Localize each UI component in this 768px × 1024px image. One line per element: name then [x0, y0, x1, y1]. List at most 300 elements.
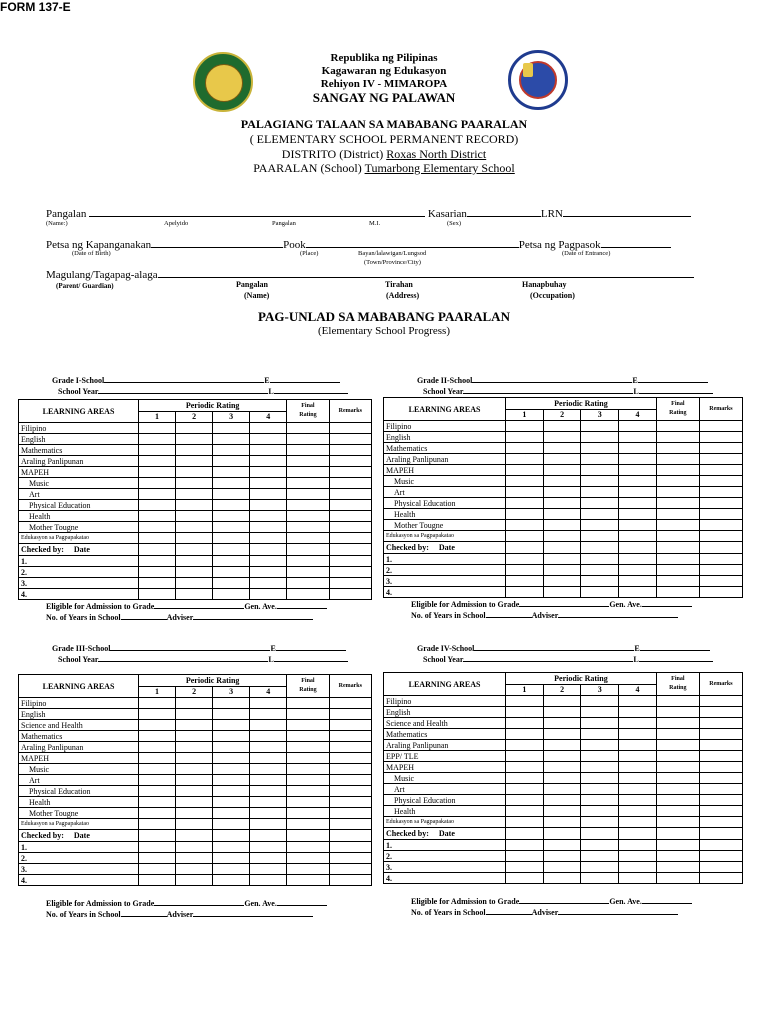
remarks-cell[interactable] — [329, 819, 371, 830]
signature-cell[interactable] — [139, 567, 176, 578]
school-field[interactable] — [472, 375, 632, 383]
final-rating-cell[interactable] — [287, 489, 329, 500]
e-field[interactable] — [638, 375, 708, 383]
remarks-cell[interactable] — [329, 489, 371, 500]
rating-cell[interactable] — [213, 522, 250, 533]
final-rating-cell[interactable] — [656, 718, 699, 729]
final-rating-cell[interactable] — [287, 445, 329, 456]
eligible-grade-field[interactable] — [519, 896, 609, 904]
rating-cell[interactable] — [581, 509, 619, 520]
final-rating-cell[interactable] — [287, 709, 329, 720]
rating-cell[interactable] — [213, 533, 250, 544]
rating-cell[interactable] — [139, 456, 176, 467]
rating-cell[interactable] — [581, 520, 619, 531]
rating-cell[interactable] — [581, 718, 619, 729]
rating-cell[interactable] — [213, 764, 250, 775]
rating-cell[interactable] — [250, 731, 287, 742]
signature-cell[interactable] — [506, 587, 544, 598]
rating-cell[interactable] — [619, 443, 657, 454]
remarks-cell[interactable] — [699, 729, 742, 740]
signature-cell[interactable] — [506, 576, 544, 587]
rating-cell[interactable] — [250, 456, 287, 467]
eligible-grade-field[interactable] — [154, 898, 244, 906]
remarks-cell[interactable] — [329, 522, 371, 533]
rating-cell[interactable] — [176, 478, 213, 489]
final-rating-cell[interactable] — [656, 817, 699, 828]
rating-cell[interactable] — [543, 531, 581, 542]
years-field[interactable] — [121, 612, 167, 620]
rating-cell[interactable] — [506, 509, 544, 520]
rating-cell[interactable] — [581, 487, 619, 498]
signature-cell[interactable] — [139, 556, 176, 567]
rating-cell[interactable] — [506, 762, 544, 773]
rating-cell[interactable] — [506, 795, 544, 806]
remarks-cell[interactable] — [699, 421, 742, 432]
rating-cell[interactable] — [506, 443, 544, 454]
final-rating-cell[interactable] — [656, 729, 699, 740]
years-field[interactable] — [486, 610, 532, 618]
rating-cell[interactable] — [543, 487, 581, 498]
rating-cell[interactable] — [619, 465, 657, 476]
remarks-cell[interactable] — [329, 478, 371, 489]
final-rating-cell[interactable] — [656, 487, 699, 498]
rating-cell[interactable] — [506, 707, 544, 718]
l-field[interactable] — [639, 654, 713, 662]
rating-cell[interactable] — [139, 731, 176, 742]
rating-cell[interactable] — [506, 454, 544, 465]
rating-cell[interactable] — [543, 520, 581, 531]
final-rating-cell[interactable] — [287, 511, 329, 522]
eligible-grade-field[interactable] — [154, 601, 244, 609]
rating-cell[interactable] — [250, 478, 287, 489]
rating-cell[interactable] — [543, 465, 581, 476]
remarks-cell[interactable] — [329, 808, 371, 819]
remarks-cell[interactable] — [329, 698, 371, 709]
final-rating-cell[interactable] — [656, 751, 699, 762]
signature-cell[interactable] — [506, 873, 544, 884]
rating-cell[interactable] — [543, 784, 581, 795]
signature-cell[interactable] — [506, 862, 544, 873]
rating-cell[interactable] — [139, 467, 176, 478]
remarks-cell[interactable] — [699, 817, 742, 828]
e-field[interactable] — [276, 643, 346, 651]
remarks-cell[interactable] — [699, 498, 742, 509]
remarks-cell[interactable] — [699, 454, 742, 465]
rating-cell[interactable] — [506, 531, 544, 542]
rating-cell[interactable] — [581, 531, 619, 542]
rating-cell[interactable] — [139, 764, 176, 775]
final-rating-cell[interactable] — [287, 753, 329, 764]
e-field[interactable] — [270, 375, 340, 383]
remarks-cell[interactable] — [699, 795, 742, 806]
rating-cell[interactable] — [619, 817, 657, 828]
rating-cell[interactable] — [581, 817, 619, 828]
rating-cell[interactable] — [213, 731, 250, 742]
rating-cell[interactable] — [506, 520, 544, 531]
rating-cell[interactable] — [250, 775, 287, 786]
rating-cell[interactable] — [619, 454, 657, 465]
rating-cell[interactable] — [176, 423, 213, 434]
rating-cell[interactable] — [581, 729, 619, 740]
final-rating-cell[interactable] — [287, 423, 329, 434]
rating-cell[interactable] — [139, 786, 176, 797]
remarks-cell[interactable] — [699, 520, 742, 531]
remarks-cell[interactable] — [329, 742, 371, 753]
remarks-cell[interactable] — [329, 720, 371, 731]
remarks-cell[interactable] — [699, 773, 742, 784]
final-rating-cell[interactable] — [656, 784, 699, 795]
rating-cell[interactable] — [581, 795, 619, 806]
rating-cell[interactable] — [250, 423, 287, 434]
final-rating-cell[interactable] — [287, 786, 329, 797]
remarks-cell[interactable] — [329, 709, 371, 720]
rating-cell[interactable] — [619, 707, 657, 718]
signature-cell[interactable] — [506, 851, 544, 862]
rating-cell[interactable] — [139, 742, 176, 753]
remarks-cell[interactable] — [699, 487, 742, 498]
years-field[interactable] — [121, 909, 167, 917]
rating-cell[interactable] — [506, 476, 544, 487]
remarks-cell[interactable] — [329, 786, 371, 797]
rating-cell[interactable] — [506, 498, 544, 509]
final-rating-cell[interactable] — [656, 443, 699, 454]
rating-cell[interactable] — [543, 806, 581, 817]
final-rating-cell[interactable] — [656, 696, 699, 707]
rating-cell[interactable] — [581, 751, 619, 762]
rating-cell[interactable] — [139, 511, 176, 522]
remarks-cell[interactable] — [329, 434, 371, 445]
rating-cell[interactable] — [213, 698, 250, 709]
final-rating-cell[interactable] — [287, 500, 329, 511]
rating-cell[interactable] — [213, 797, 250, 808]
rating-cell[interactable] — [250, 500, 287, 511]
rating-cell[interactable] — [506, 718, 544, 729]
rating-cell[interactable] — [213, 511, 250, 522]
rating-cell[interactable] — [139, 753, 176, 764]
rating-cell[interactable] — [506, 751, 544, 762]
remarks-cell[interactable] — [329, 533, 371, 544]
rating-cell[interactable] — [506, 806, 544, 817]
rating-cell[interactable] — [581, 740, 619, 751]
final-rating-cell[interactable] — [656, 432, 699, 443]
rating-cell[interactable] — [213, 445, 250, 456]
final-rating-cell[interactable] — [287, 720, 329, 731]
remarks-cell[interactable] — [329, 511, 371, 522]
remarks-cell[interactable] — [329, 797, 371, 808]
rating-cell[interactable] — [213, 742, 250, 753]
rating-cell[interactable] — [581, 784, 619, 795]
rating-cell[interactable] — [581, 421, 619, 432]
final-rating-cell[interactable] — [287, 731, 329, 742]
rating-cell[interactable] — [543, 773, 581, 784]
rating-cell[interactable] — [581, 454, 619, 465]
final-rating-cell[interactable] — [287, 478, 329, 489]
rating-cell[interactable] — [543, 751, 581, 762]
rating-cell[interactable] — [139, 522, 176, 533]
final-rating-cell[interactable] — [656, 531, 699, 542]
rating-cell[interactable] — [176, 511, 213, 522]
rating-cell[interactable] — [213, 753, 250, 764]
rating-cell[interactable] — [506, 696, 544, 707]
rating-cell[interactable] — [139, 533, 176, 544]
rating-cell[interactable] — [619, 806, 657, 817]
rating-cell[interactable] — [506, 773, 544, 784]
rating-cell[interactable] — [250, 720, 287, 731]
signature-cell[interactable] — [139, 853, 176, 864]
rating-cell[interactable] — [176, 775, 213, 786]
l-field[interactable] — [274, 654, 348, 662]
final-rating-cell[interactable] — [656, 509, 699, 520]
rating-cell[interactable] — [543, 729, 581, 740]
rating-cell[interactable] — [506, 465, 544, 476]
l-field[interactable] — [274, 386, 348, 394]
remarks-cell[interactable] — [699, 707, 742, 718]
final-rating-cell[interactable] — [287, 533, 329, 544]
adviser-field[interactable] — [558, 610, 678, 618]
rating-cell[interactable] — [619, 520, 657, 531]
rating-cell[interactable] — [139, 819, 176, 830]
rating-cell[interactable] — [250, 808, 287, 819]
rating-cell[interactable] — [213, 775, 250, 786]
rating-cell[interactable] — [250, 489, 287, 500]
rating-cell[interactable] — [543, 817, 581, 828]
rating-cell[interactable] — [543, 762, 581, 773]
remarks-cell[interactable] — [699, 806, 742, 817]
lrn-field[interactable] — [563, 206, 691, 217]
remarks-cell[interactable] — [699, 718, 742, 729]
rating-cell[interactable] — [176, 720, 213, 731]
rating-cell[interactable] — [619, 421, 657, 432]
rating-cell[interactable] — [250, 434, 287, 445]
final-rating-cell[interactable] — [287, 467, 329, 478]
rating-cell[interactable] — [176, 445, 213, 456]
final-rating-cell[interactable] — [287, 797, 329, 808]
rating-cell[interactable] — [250, 742, 287, 753]
rating-cell[interactable] — [176, 467, 213, 478]
final-rating-cell[interactable] — [656, 762, 699, 773]
rating-cell[interactable] — [139, 500, 176, 511]
e-field[interactable] — [640, 643, 710, 651]
rating-cell[interactable] — [176, 489, 213, 500]
remarks-cell[interactable] — [699, 465, 742, 476]
rating-cell[interactable] — [176, 731, 213, 742]
rating-cell[interactable] — [543, 707, 581, 718]
rating-cell[interactable] — [213, 478, 250, 489]
remarks-cell[interactable] — [699, 762, 742, 773]
rating-cell[interactable] — [543, 476, 581, 487]
remarks-cell[interactable] — [699, 443, 742, 454]
rating-cell[interactable] — [543, 696, 581, 707]
rating-cell[interactable] — [250, 786, 287, 797]
rating-cell[interactable] — [176, 819, 213, 830]
birthdate-field[interactable] — [151, 237, 283, 248]
rating-cell[interactable] — [506, 421, 544, 432]
remarks-cell[interactable] — [329, 753, 371, 764]
remarks-cell[interactable] — [329, 764, 371, 775]
final-rating-cell[interactable] — [656, 498, 699, 509]
final-rating-cell[interactable] — [656, 806, 699, 817]
final-rating-cell[interactable] — [287, 456, 329, 467]
school-year-field[interactable] — [463, 654, 633, 662]
rating-cell[interactable] — [176, 456, 213, 467]
rating-cell[interactable] — [213, 786, 250, 797]
final-rating-cell[interactable] — [287, 434, 329, 445]
rating-cell[interactable] — [543, 740, 581, 751]
school-year-field[interactable] — [98, 654, 268, 662]
rating-cell[interactable] — [139, 808, 176, 819]
rating-cell[interactable] — [139, 698, 176, 709]
rating-cell[interactable] — [506, 432, 544, 443]
remarks-cell[interactable] — [699, 696, 742, 707]
rating-cell[interactable] — [619, 773, 657, 784]
final-rating-cell[interactable] — [287, 698, 329, 709]
gen-ave-field[interactable] — [642, 599, 692, 607]
rating-cell[interactable] — [619, 751, 657, 762]
rating-cell[interactable] — [139, 489, 176, 500]
rating-cell[interactable] — [619, 740, 657, 751]
rating-cell[interactable] — [176, 808, 213, 819]
school-field[interactable] — [474, 643, 634, 651]
final-rating-cell[interactable] — [287, 522, 329, 533]
rating-cell[interactable] — [139, 775, 176, 786]
remarks-cell[interactable] — [329, 423, 371, 434]
rating-cell[interactable] — [213, 808, 250, 819]
rating-cell[interactable] — [213, 456, 250, 467]
rating-cell[interactable] — [176, 533, 213, 544]
final-rating-cell[interactable] — [656, 454, 699, 465]
rating-cell[interactable] — [176, 786, 213, 797]
gen-ave-field[interactable] — [642, 896, 692, 904]
final-rating-cell[interactable] — [656, 421, 699, 432]
rating-cell[interactable] — [619, 476, 657, 487]
sex-field[interactable] — [467, 206, 541, 217]
rating-cell[interactable] — [176, 434, 213, 445]
rating-cell[interactable] — [176, 797, 213, 808]
rating-cell[interactable] — [581, 707, 619, 718]
rating-cell[interactable] — [250, 753, 287, 764]
entrance-field[interactable] — [601, 237, 671, 248]
gen-ave-field[interactable] — [277, 898, 327, 906]
rating-cell[interactable] — [250, 709, 287, 720]
remarks-cell[interactable] — [699, 740, 742, 751]
rating-cell[interactable] — [619, 795, 657, 806]
l-field[interactable] — [639, 386, 713, 394]
rating-cell[interactable] — [506, 729, 544, 740]
final-rating-cell[interactable] — [287, 819, 329, 830]
rating-cell[interactable] — [581, 696, 619, 707]
rating-cell[interactable] — [213, 489, 250, 500]
rating-cell[interactable] — [619, 718, 657, 729]
remarks-cell[interactable] — [699, 509, 742, 520]
remarks-cell[interactable] — [329, 500, 371, 511]
rating-cell[interactable] — [250, 797, 287, 808]
remarks-cell[interactable] — [329, 445, 371, 456]
remarks-cell[interactable] — [329, 731, 371, 742]
final-rating-cell[interactable] — [656, 773, 699, 784]
rating-cell[interactable] — [176, 709, 213, 720]
school-field[interactable] — [104, 375, 264, 383]
rating-cell[interactable] — [213, 467, 250, 478]
final-rating-cell[interactable] — [287, 775, 329, 786]
school-field[interactable] — [110, 643, 270, 651]
rating-cell[interactable] — [543, 498, 581, 509]
adviser-field[interactable] — [193, 612, 313, 620]
rating-cell[interactable] — [543, 421, 581, 432]
rating-cell[interactable] — [543, 509, 581, 520]
rating-cell[interactable] — [213, 423, 250, 434]
final-rating-cell[interactable] — [656, 520, 699, 531]
signature-cell[interactable] — [139, 578, 176, 589]
place-field[interactable] — [306, 237, 519, 248]
remarks-cell[interactable] — [699, 476, 742, 487]
rating-cell[interactable] — [139, 720, 176, 731]
signature-cell[interactable] — [506, 554, 544, 565]
rating-cell[interactable] — [250, 511, 287, 522]
remarks-cell[interactable] — [699, 784, 742, 795]
final-rating-cell[interactable] — [656, 740, 699, 751]
rating-cell[interactable] — [506, 817, 544, 828]
remarks-cell[interactable] — [699, 432, 742, 443]
rating-cell[interactable] — [250, 764, 287, 775]
rating-cell[interactable] — [139, 797, 176, 808]
remarks-cell[interactable] — [329, 456, 371, 467]
rating-cell[interactable] — [176, 522, 213, 533]
rating-cell[interactable] — [619, 498, 657, 509]
rating-cell[interactable] — [506, 487, 544, 498]
rating-cell[interactable] — [176, 742, 213, 753]
rating-cell[interactable] — [139, 423, 176, 434]
rating-cell[interactable] — [213, 819, 250, 830]
guardian-field[interactable] — [158, 267, 694, 278]
rating-cell[interactable] — [506, 784, 544, 795]
rating-cell[interactable] — [581, 465, 619, 476]
rating-cell[interactable] — [581, 806, 619, 817]
rating-cell[interactable] — [250, 445, 287, 456]
years-field[interactable] — [486, 907, 532, 915]
rating-cell[interactable] — [250, 819, 287, 830]
rating-cell[interactable] — [213, 709, 250, 720]
remarks-cell[interactable] — [329, 467, 371, 478]
rating-cell[interactable] — [581, 443, 619, 454]
eligible-grade-field[interactable] — [519, 599, 609, 607]
signature-cell[interactable] — [506, 840, 544, 851]
rating-cell[interactable] — [543, 795, 581, 806]
rating-cell[interactable] — [581, 476, 619, 487]
adviser-field[interactable] — [193, 909, 313, 917]
rating-cell[interactable] — [543, 454, 581, 465]
rating-cell[interactable] — [543, 443, 581, 454]
rating-cell[interactable] — [619, 487, 657, 498]
rating-cell[interactable] — [250, 533, 287, 544]
name-field[interactable] — [89, 206, 425, 217]
rating-cell[interactable] — [139, 434, 176, 445]
rating-cell[interactable] — [250, 467, 287, 478]
rating-cell[interactable] — [176, 764, 213, 775]
gen-ave-field[interactable] — [277, 601, 327, 609]
final-rating-cell[interactable] — [656, 476, 699, 487]
final-rating-cell[interactable] — [287, 808, 329, 819]
rating-cell[interactable] — [176, 698, 213, 709]
rating-cell[interactable] — [619, 509, 657, 520]
rating-cell[interactable] — [619, 784, 657, 795]
rating-cell[interactable] — [250, 522, 287, 533]
signature-cell[interactable] — [139, 864, 176, 875]
remarks-cell[interactable] — [329, 775, 371, 786]
rating-cell[interactable] — [581, 762, 619, 773]
rating-cell[interactable] — [139, 478, 176, 489]
final-rating-cell[interactable] — [287, 742, 329, 753]
rating-cell[interactable] — [581, 432, 619, 443]
